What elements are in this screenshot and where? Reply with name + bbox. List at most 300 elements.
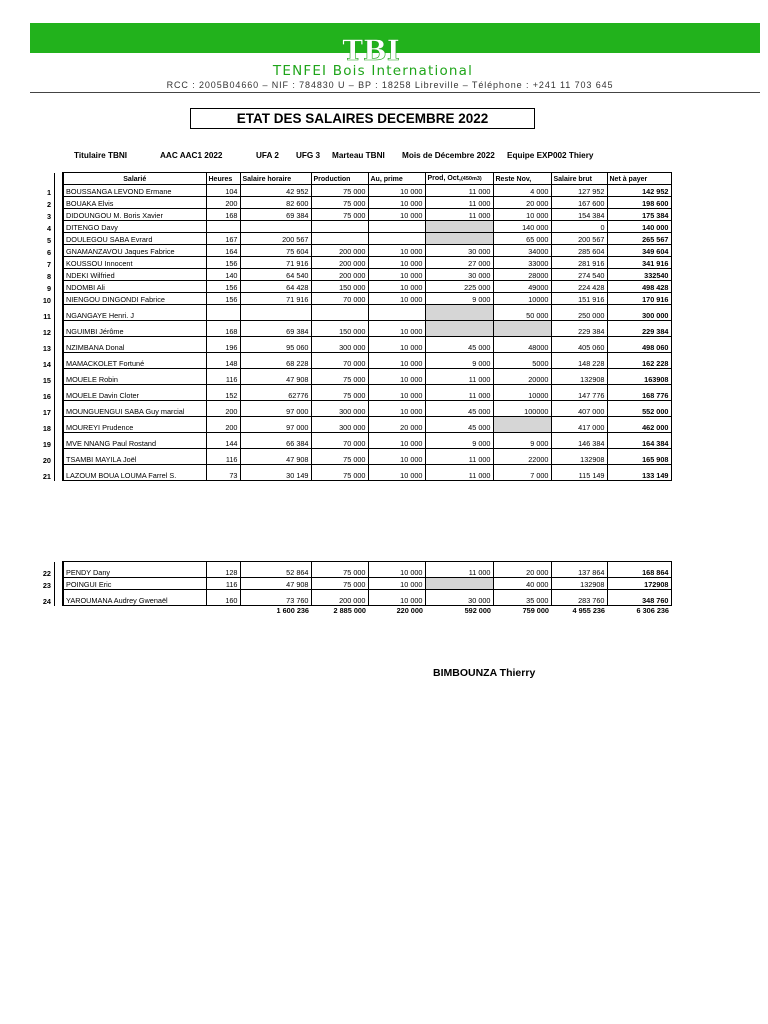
production: 70 000 <box>311 433 368 449</box>
bonus: 10 000 <box>368 293 425 305</box>
row-number: 21 <box>42 471 51 481</box>
bonus: 10 000 <box>368 433 425 449</box>
employee-name: NGANGAYE Henri. J <box>63 305 206 321</box>
production <box>311 221 368 233</box>
row-number: 18 <box>42 423 51 433</box>
row-bracket <box>55 257 64 269</box>
reste-nov: 4 000 <box>493 185 551 197</box>
reste-nov: 40 000 <box>493 578 551 590</box>
row-number: 4 <box>46 223 51 233</box>
bonus: 20 000 <box>368 417 425 433</box>
prod-oct: 30 000 <box>425 245 493 257</box>
bonus: 10 000 <box>368 281 425 293</box>
reste-nov: 48000 <box>493 337 551 353</box>
row-bracket <box>55 417 64 433</box>
col-salaire-horaire: Salaire horaire <box>240 173 311 185</box>
net-pay: 168 776 <box>607 385 671 401</box>
hours: 196 <box>206 337 240 353</box>
gross-salary: 137 864 <box>551 562 607 578</box>
col-salaire-brut: Salaire brut <box>551 173 607 185</box>
employee-name: POINGUI Eric <box>63 578 206 590</box>
row-bracket <box>55 562 64 578</box>
hourly-salary: 95 060 <box>240 337 311 353</box>
employee-name: BOUSSANGA LEVOND Ermane <box>63 185 206 197</box>
hourly-salary: 97 000 <box>240 417 311 433</box>
bonus: 10 000 <box>368 353 425 369</box>
prod-oct: 225 000 <box>425 281 493 293</box>
hourly-salary: 69 384 <box>240 209 311 221</box>
hourly-salary: 82 600 <box>240 197 311 209</box>
total-prod-oct: 592 000 <box>464 606 491 615</box>
table-header-row <box>37 173 671 185</box>
row-bracket <box>55 305 64 321</box>
reste-nov: 5000 <box>493 353 551 369</box>
gross-salary: 0 <box>551 221 607 233</box>
prod-oct: 9 000 <box>425 293 493 305</box>
net-pay: 552 000 <box>607 401 671 417</box>
row-number: 3 <box>46 211 51 221</box>
gross-salary: 148 228 <box>551 353 607 369</box>
hours: 156 <box>206 257 240 269</box>
gross-salary: 250 000 <box>551 305 607 321</box>
row-number: 12 <box>42 327 51 337</box>
production: 150 000 <box>311 321 368 337</box>
col-salarie: Salarié <box>63 173 206 185</box>
bonus: 10 000 <box>368 465 425 481</box>
hours: 104 <box>206 185 240 197</box>
table-row <box>37 245 671 257</box>
row-number: 7 <box>46 259 51 269</box>
hourly-salary: 69 384 <box>240 321 311 337</box>
totals-row <box>37 606 671 616</box>
gross-salary: 281 916 <box>551 257 607 269</box>
table-row <box>37 465 671 481</box>
prod-oct: 11 000 <box>425 465 493 481</box>
gap-cell <box>37 481 671 562</box>
employee-name: TSAMBI MAYILA Joël <box>63 449 206 465</box>
net-pay: 265 567 <box>607 233 671 245</box>
table-row <box>37 590 671 606</box>
row-bracket <box>55 353 64 369</box>
net-pay: 341 916 <box>607 257 671 269</box>
total-prime: 220 000 <box>396 606 423 615</box>
row-number: 19 <box>42 439 51 449</box>
total-reste: 759 000 <box>522 606 549 615</box>
row-number: 11 <box>43 311 51 321</box>
table-row <box>37 401 671 417</box>
net-pay: 349 604 <box>607 245 671 257</box>
table-row <box>37 257 671 269</box>
info-titulaire: Titulaire TBNI <box>74 151 128 160</box>
reste-nov: 10000 <box>493 385 551 401</box>
production: 300 000 <box>311 401 368 417</box>
hours: 152 <box>206 385 240 401</box>
svg-text:TBI: TBI <box>342 34 400 67</box>
table-row <box>37 305 671 321</box>
hourly-salary: 30 149 <box>240 465 311 481</box>
row-number: 1 <box>46 187 51 197</box>
row-number: 14 <box>42 359 51 369</box>
production: 70 000 <box>311 353 368 369</box>
employee-name: GNAMANZAVOU Jaques Fabrice <box>63 245 206 257</box>
gross-salary: 132908 <box>551 578 607 590</box>
prod-oct: 11 000 <box>425 385 493 401</box>
prod-oct: 11 000 <box>425 197 493 209</box>
reste-nov: 22000 <box>493 449 551 465</box>
employee-name: PENDY Dany <box>63 562 206 578</box>
net-pay: 175 384 <box>607 209 671 221</box>
prod-oct: 27 000 <box>425 257 493 269</box>
net-pay: 172908 <box>607 578 671 590</box>
row-bracket <box>55 369 64 385</box>
registration-line: RCC : 2005B04660 – NIF : 784830 U – BP : 18258 Libreville – Téléphone : +241 11 703 645 <box>166 80 614 90</box>
reste-nov <box>493 321 551 337</box>
row-bracket <box>55 321 64 337</box>
prod-oct: 45 000 <box>425 417 493 433</box>
company-name: TENFEI Bois International <box>272 63 474 79</box>
table-row <box>37 269 671 281</box>
row-bracket <box>55 221 64 233</box>
totals-spacer <box>37 606 240 616</box>
net-pay: 462 000 <box>607 417 671 433</box>
prod-oct: 11 000 <box>425 369 493 385</box>
reste-nov: 49000 <box>493 281 551 293</box>
col-reste-nov: Reste Nov, <box>493 173 551 185</box>
production: 150 000 <box>311 281 368 293</box>
table-gap <box>37 481 671 562</box>
production: 200 000 <box>311 590 368 606</box>
hourly-salary: 47 908 <box>240 449 311 465</box>
bonus: 10 000 <box>368 257 425 269</box>
net-pay: 165 908 <box>607 449 671 465</box>
gross-salary: 147 776 <box>551 385 607 401</box>
gross-salary: 229 384 <box>551 321 607 337</box>
row-number: 13 <box>42 343 51 353</box>
row-bracket <box>55 385 64 401</box>
hours: 140 <box>206 269 240 281</box>
row-bracket <box>55 233 64 245</box>
hours: 156 <box>206 281 240 293</box>
reste-nov: 20 000 <box>493 562 551 578</box>
row-bracket <box>55 433 64 449</box>
production: 75 000 <box>311 209 368 221</box>
table-row <box>37 321 671 337</box>
col-prod-oct-unit: (450m3) <box>460 176 482 182</box>
production: 70 000 <box>311 293 368 305</box>
row-number: 23 <box>42 580 51 590</box>
total-net: 6 306 236 <box>636 606 669 615</box>
prod-oct: 11 000 <box>425 209 493 221</box>
table-row <box>37 221 671 233</box>
employee-name: BOUAKA Elvis <box>63 197 206 209</box>
row-number: 16 <box>42 391 51 401</box>
net-pay: 198 600 <box>607 197 671 209</box>
hours: 144 <box>206 433 240 449</box>
production: 200 000 <box>311 269 368 281</box>
hourly-salary: 42 952 <box>240 185 311 197</box>
production <box>311 305 368 321</box>
prod-oct: 45 000 <box>425 337 493 353</box>
reste-nov: 33000 <box>493 257 551 269</box>
row-number: 10 <box>42 295 51 305</box>
reste-nov <box>493 417 551 433</box>
production: 200 000 <box>311 257 368 269</box>
row-bracket <box>55 269 64 281</box>
prod-oct: 11 000 <box>425 562 493 578</box>
net-pay: 498 428 <box>607 281 671 293</box>
hours: 168 <box>206 321 240 337</box>
info-equipe: Equipe EXP002 Thiery <box>507 151 594 160</box>
prod-oct: 11 000 <box>425 449 493 465</box>
row-bracket <box>55 245 64 257</box>
row-bracket <box>55 293 64 305</box>
gross-salary: 200 567 <box>551 233 607 245</box>
total-horaire: 1 600 236 <box>276 606 309 615</box>
hours: 116 <box>206 449 240 465</box>
table-row <box>37 578 671 590</box>
net-pay: 163908 <box>607 369 671 385</box>
net-pay: 332540 <box>607 269 671 281</box>
row-bracket <box>55 281 64 293</box>
col-heures: Heures <box>206 173 240 185</box>
net-pay: 142 952 <box>607 185 671 197</box>
row-bracket <box>55 209 64 221</box>
production: 75 000 <box>311 185 368 197</box>
hours: 73 <box>206 465 240 481</box>
hours: 116 <box>206 369 240 385</box>
row-bracket <box>55 449 64 465</box>
employee-name: DOULEGOU SABA Evrard <box>63 233 206 245</box>
table-row <box>37 197 671 209</box>
table-row <box>37 337 671 353</box>
net-pay: 498 060 <box>607 337 671 353</box>
reste-nov: 100000 <box>493 401 551 417</box>
prod-oct <box>425 221 493 233</box>
reste-nov: 20000 <box>493 369 551 385</box>
bonus: 10 000 <box>368 185 425 197</box>
hourly-salary: 200 567 <box>240 233 311 245</box>
bonus: 10 000 <box>368 197 425 209</box>
hours: 128 <box>206 562 240 578</box>
hourly-salary: 68 228 <box>240 353 311 369</box>
info-mois: Mois de Décembre 2022 <box>402 151 495 160</box>
header-divider <box>30 92 760 93</box>
bonus: 10 000 <box>368 337 425 353</box>
gross-salary: 285 604 <box>551 245 607 257</box>
reste-nov: 28000 <box>493 269 551 281</box>
hours: 168 <box>206 209 240 221</box>
bonus: 10 000 <box>368 369 425 385</box>
row-number: 20 <box>42 455 51 465</box>
employee-name: DITENGO Davy <box>63 221 206 233</box>
table-row <box>37 385 671 401</box>
row-number: 8 <box>46 271 51 281</box>
hourly-salary: 52 864 <box>240 562 311 578</box>
gross-salary: 151 916 <box>551 293 607 305</box>
net-pay: 300 000 <box>607 305 671 321</box>
hours: 156 <box>206 293 240 305</box>
prod-oct: 45 000 <box>425 401 493 417</box>
employee-name: MOUREYI Prudence <box>63 417 206 433</box>
info-ufg: UFG 3 <box>296 151 321 160</box>
production: 75 000 <box>311 369 368 385</box>
production: 300 000 <box>311 337 368 353</box>
gross-salary: 146 384 <box>551 433 607 449</box>
reste-nov: 10 000 <box>493 209 551 221</box>
table-row <box>37 185 671 197</box>
prod-oct: 30 000 <box>425 269 493 281</box>
col-au-prime: Au, prime <box>368 173 425 185</box>
prod-oct <box>425 233 493 245</box>
bonus: 10 000 <box>368 209 425 221</box>
gross-salary: 132908 <box>551 449 607 465</box>
bonus: 10 000 <box>368 401 425 417</box>
row-number: 9 <box>46 283 51 293</box>
production: 75 000 <box>311 197 368 209</box>
row-number: 22 <box>42 568 51 578</box>
table-row <box>37 281 671 293</box>
hourly-salary: 47 908 <box>240 369 311 385</box>
row-bracket <box>55 337 64 353</box>
production <box>311 233 368 245</box>
table-row <box>37 233 671 245</box>
gross-salary: 224 428 <box>551 281 607 293</box>
hours: 148 <box>206 353 240 369</box>
net-pay: 133 149 <box>607 465 671 481</box>
prod-oct: 30 000 <box>425 590 493 606</box>
reste-nov: 35 000 <box>493 590 551 606</box>
bonus: 10 000 <box>368 245 425 257</box>
table-row <box>37 209 671 221</box>
employee-name: NGUIMBI Jérôme <box>63 321 206 337</box>
production: 75 000 <box>311 385 368 401</box>
reste-nov: 50 000 <box>493 305 551 321</box>
reste-nov: 7 000 <box>493 465 551 481</box>
net-pay: 348 760 <box>607 590 671 606</box>
gross-salary: 115 149 <box>551 465 607 481</box>
production: 75 000 <box>311 562 368 578</box>
col-production: Production <box>311 173 368 185</box>
hours: 200 <box>206 417 240 433</box>
row-bracket <box>55 590 64 606</box>
employee-name: NIENGOU DINGONDI Fabrice <box>63 293 206 305</box>
col-prod-oct: Prod, Oct,(450m3) <box>425 173 493 185</box>
gross-salary: 417 000 <box>551 417 607 433</box>
prod-oct <box>425 305 493 321</box>
row-number: 2 <box>46 199 51 209</box>
employee-name: NZIMBANA Donal <box>63 337 206 353</box>
net-pay: 140 000 <box>607 221 671 233</box>
bonus: 10 000 <box>368 321 425 337</box>
info-aac: AAC AAC1 2022 <box>160 151 223 160</box>
salary-table <box>37 172 672 615</box>
table-row <box>37 433 671 449</box>
net-pay: 168 864 <box>607 562 671 578</box>
bonus <box>368 305 425 321</box>
row-bracket <box>55 185 64 197</box>
hourly-salary: 64 540 <box>240 269 311 281</box>
table-row <box>37 353 671 369</box>
prod-oct: 9 000 <box>425 433 493 449</box>
row-number: 6 <box>46 247 51 257</box>
production: 300 000 <box>311 417 368 433</box>
hours: 167 <box>206 233 240 245</box>
table-row <box>37 417 671 433</box>
reste-nov: 140 000 <box>493 221 551 233</box>
hourly-salary <box>240 221 311 233</box>
hourly-salary: 66 384 <box>240 433 311 449</box>
reste-nov: 9 000 <box>493 433 551 449</box>
bonus: 10 000 <box>368 385 425 401</box>
production: 75 000 <box>311 449 368 465</box>
hourly-salary: 64 428 <box>240 281 311 293</box>
bonus <box>368 233 425 245</box>
employee-name: MAMACKOLET Fortuné <box>63 353 206 369</box>
table-row <box>37 293 671 305</box>
hours: 116 <box>206 578 240 590</box>
info-ufa: UFA 2 <box>256 151 279 160</box>
table-row <box>37 449 671 465</box>
row-bracket <box>55 401 64 417</box>
row-number: 15 <box>42 375 51 385</box>
prod-oct <box>425 578 493 590</box>
net-pay: 229 384 <box>607 321 671 337</box>
hourly-salary <box>240 305 311 321</box>
gross-salary: 132908 <box>551 369 607 385</box>
row-bracket <box>55 197 64 209</box>
net-pay: 164 384 <box>607 433 671 449</box>
prod-oct: 11 000 <box>425 185 493 197</box>
employee-name: NDEKI Wilfried <box>63 269 206 281</box>
employee-name: NDOMBI Ali <box>63 281 206 293</box>
reste-nov: 20 000 <box>493 197 551 209</box>
reste-nov: 10000 <box>493 293 551 305</box>
row-number: 24 <box>42 596 51 606</box>
prod-oct: 9 000 <box>425 353 493 369</box>
production: 75 000 <box>311 578 368 590</box>
employee-name: DIDOUNGOU M. Boris Xavier <box>63 209 206 221</box>
employee-name: YAROUMANA Audrey Gwenaël <box>63 590 206 606</box>
hourly-salary: 73 760 <box>240 590 311 606</box>
gross-salary: 274 540 <box>551 269 607 281</box>
hourly-salary: 71 916 <box>240 257 311 269</box>
hours: 160 <box>206 590 240 606</box>
hours <box>206 221 240 233</box>
hourly-salary: 62776 <box>240 385 311 401</box>
col-net-a-payer: Net à payer <box>607 173 671 185</box>
reste-nov: 65 000 <box>493 233 551 245</box>
gross-salary: 407 000 <box>551 401 607 417</box>
hours: 200 <box>206 401 240 417</box>
row-number: 5 <box>46 235 51 245</box>
table-row <box>37 369 671 385</box>
prod-oct <box>425 321 493 337</box>
employee-name: LAZOUM BOUA LOUMA Farrel S. <box>63 465 206 481</box>
bonus: 10 000 <box>368 562 425 578</box>
gross-salary: 405 060 <box>551 337 607 353</box>
employee-name: MOUELE Robin <box>63 369 206 385</box>
bonus: 10 000 <box>368 590 425 606</box>
hours: 164 <box>206 245 240 257</box>
bonus: 10 000 <box>368 449 425 465</box>
table-row <box>37 562 671 578</box>
production: 200 000 <box>311 245 368 257</box>
net-pay: 162 228 <box>607 353 671 369</box>
signature-name: BIMBOUNZA Thierry <box>433 667 536 679</box>
bonus <box>368 221 425 233</box>
document-title: ETAT DES SALAIRES DECEMBRE 2022 <box>190 108 535 129</box>
net-pay: 170 916 <box>607 293 671 305</box>
